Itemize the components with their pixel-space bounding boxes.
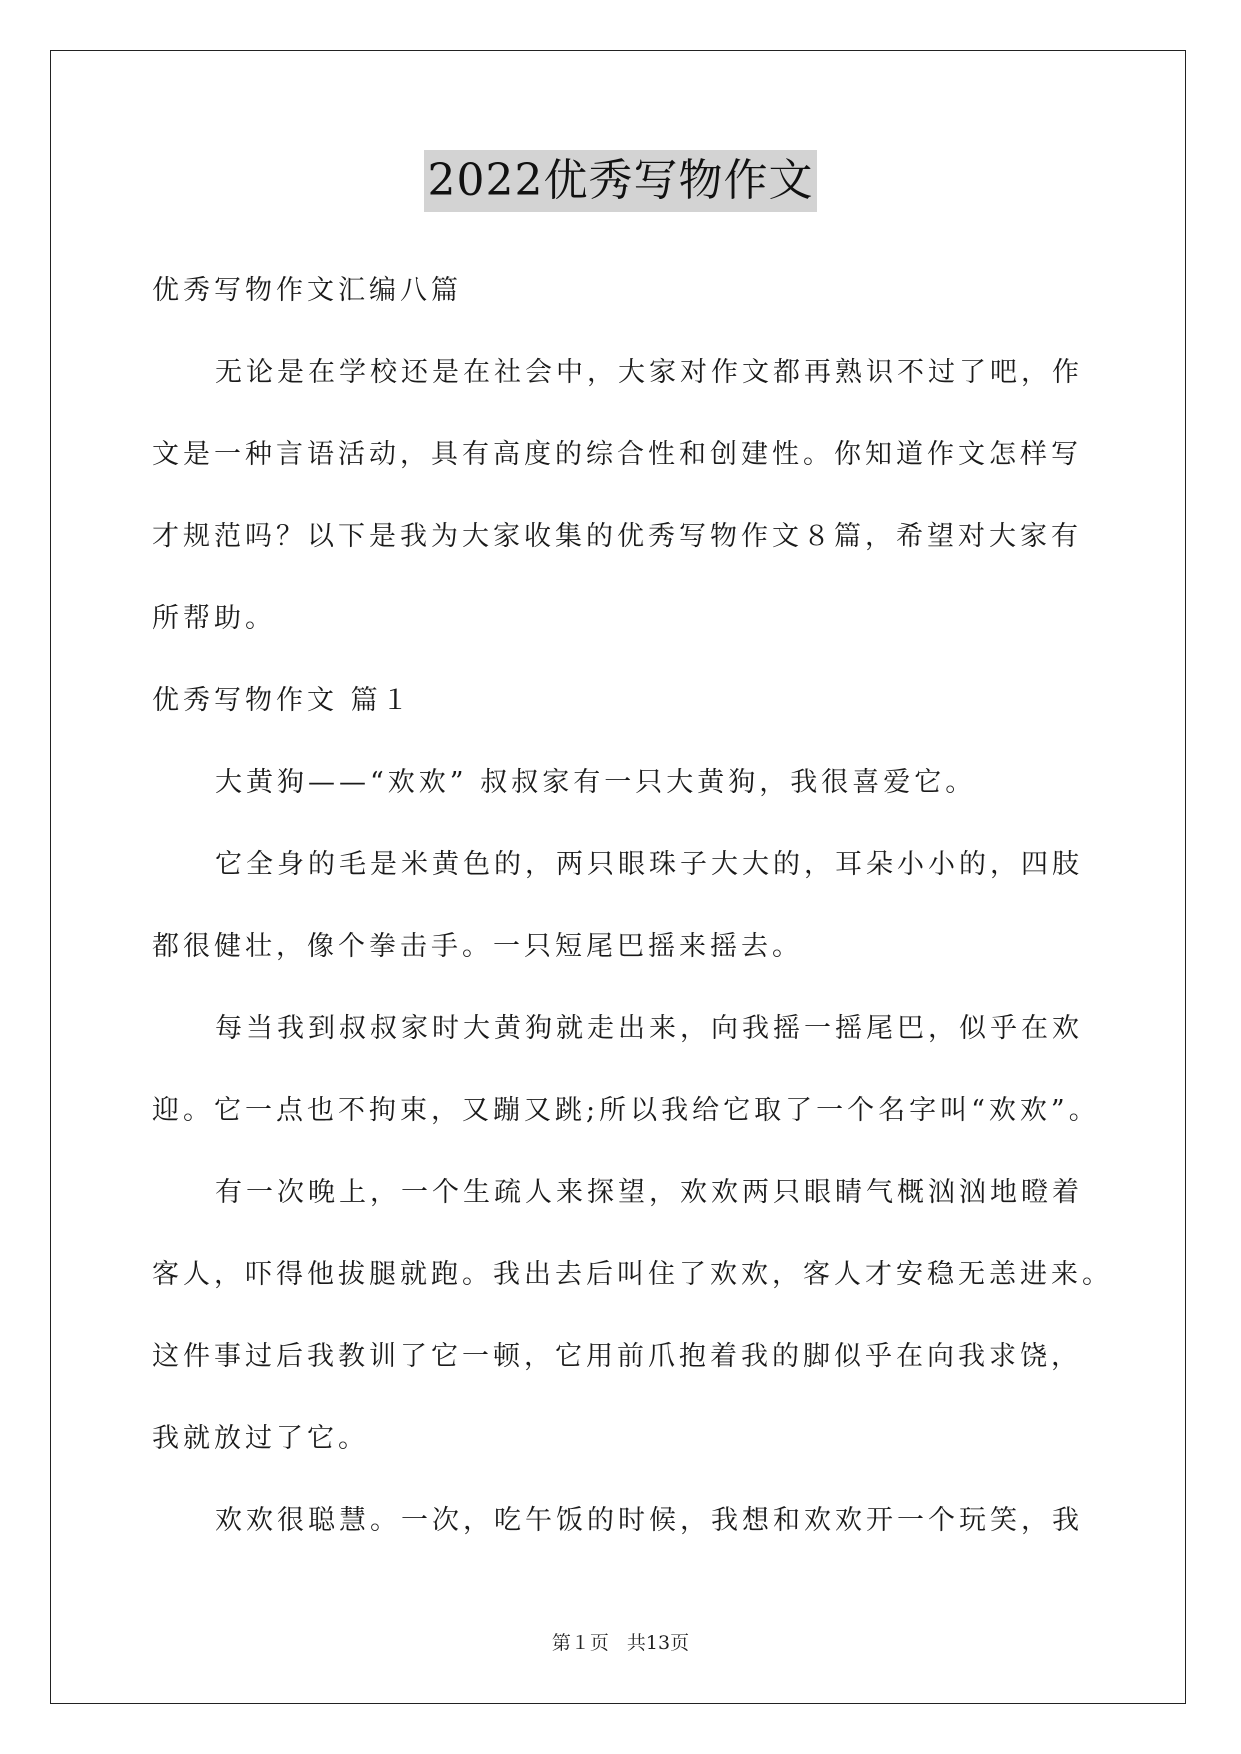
text-line: 我就放过了它。 xyxy=(152,1423,369,1454)
text-line: 所帮助。 xyxy=(152,603,276,634)
title-container xyxy=(0,150,1241,212)
text-line: 迎。它一点也不拘束，又蹦又跳;所以我给它取了一个名字叫“欢欢”。 xyxy=(152,1095,1100,1126)
text-line: 这件事过后我教训了它一顿，它用前爪抱着我的脚似乎在向我求饶， xyxy=(152,1341,1082,1372)
text-line: 才规范吗？以下是我为大家收集的优秀写物作文８篇，希望对大家有 xyxy=(152,521,1082,552)
page-total: 共13页 xyxy=(626,1632,690,1654)
document-body xyxy=(152,250,1113,1562)
text-line: 优秀写物作文 篇１ xyxy=(152,685,413,716)
text-line: 优秀写物作文汇编八篇 xyxy=(152,275,462,306)
text-line: 大黄狗——“欢欢” 叔叔家有一只大黄狗，我很喜爱它。 xyxy=(215,767,977,798)
text-line: 它全身的毛是米黄色的，两只眼珠子大大的，耳朵小小的，四肢 xyxy=(215,849,1083,880)
page-footer xyxy=(0,1628,1241,1655)
text-line: 无论是在学校还是在社会中，大家对作文都再熟识不过了吧，作 xyxy=(215,357,1083,388)
text-line: 都很健壮，像个拳击手。一只短尾巴摇来摇去。 xyxy=(152,931,803,962)
document-title: 2022优秀写物作文 xyxy=(424,150,818,212)
text-line: 每当我到叔叔家时大黄狗就走出来，向我摇一摇尾巴，似乎在欢 xyxy=(215,1013,1083,1044)
text-line: 文是一种言语活动，具有高度的综合性和创建性。你知道作文怎样写 xyxy=(152,439,1082,470)
page-number: 第１页 xyxy=(551,1632,609,1654)
text-line: 客人，吓得他拔腿就跑。我出去后叫住了欢欢，客人才安稳无恙进来。 xyxy=(152,1259,1113,1290)
text-line: 有一次晚上，一个生疏人来探望，欢欢两只眼睛气概汹汹地瞪着 xyxy=(215,1177,1083,1208)
text-line: 欢欢很聪慧。一次，吃午饭的时候，我想和欢欢开一个玩笑，我 xyxy=(215,1505,1083,1536)
